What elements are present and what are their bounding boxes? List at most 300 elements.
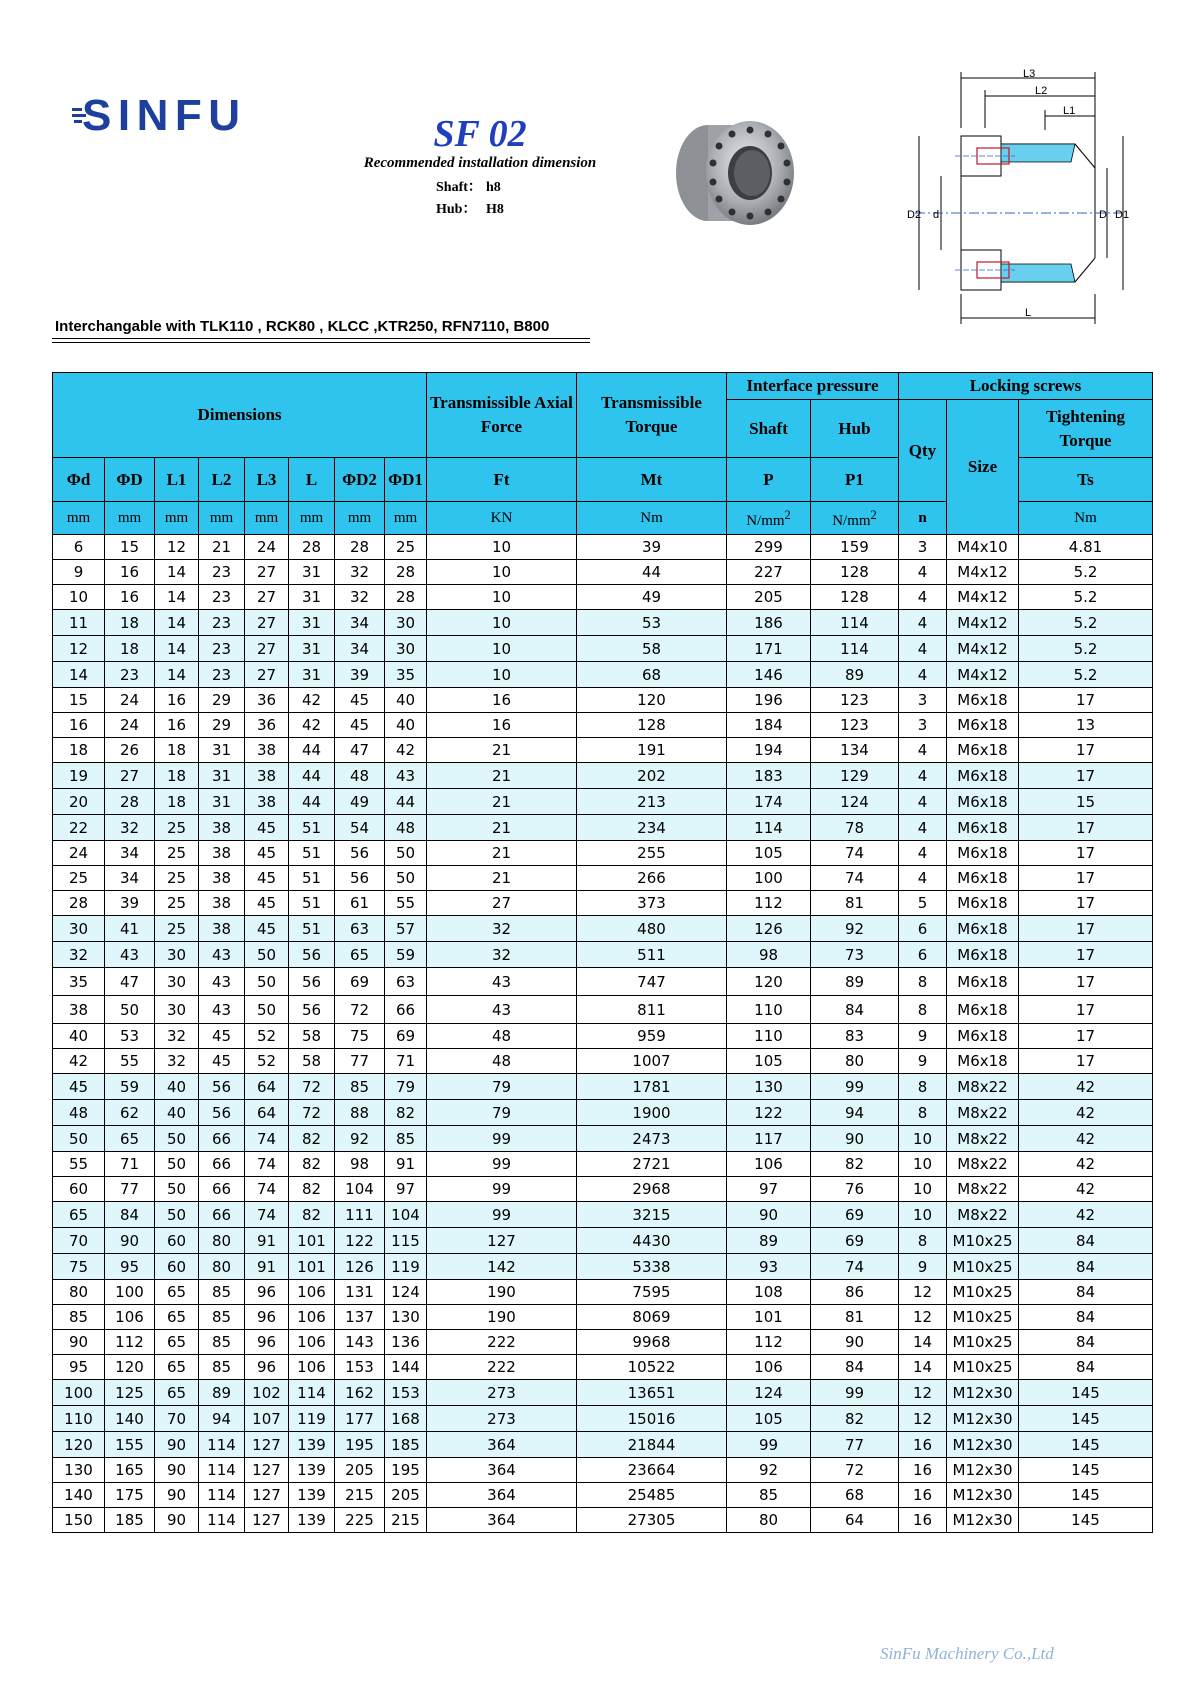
- table-cell: 8069: [577, 1305, 727, 1330]
- table-cell: 25485: [577, 1483, 727, 1508]
- table-cell: 10: [427, 662, 577, 688]
- table-cell: M4x12: [947, 636, 1019, 662]
- table-cell: 99: [427, 1177, 577, 1202]
- table-cell: 205: [385, 1483, 427, 1508]
- table-cell: 79: [385, 1074, 427, 1100]
- unit-big-d: mm: [105, 502, 155, 535]
- unit-l2: mm: [199, 502, 245, 535]
- table-cell: 92: [727, 1458, 811, 1483]
- table-cell: 31: [289, 610, 335, 636]
- table-cell: 17: [1019, 968, 1153, 996]
- table-cell: 194: [727, 738, 811, 763]
- table-cell: 273: [427, 1380, 577, 1406]
- table-cell: M12x30: [947, 1458, 1019, 1483]
- table-cell: 98: [727, 942, 811, 968]
- table-cell: M12x30: [947, 1406, 1019, 1432]
- table-cell: M10x25: [947, 1330, 1019, 1355]
- table-cell: 56: [289, 942, 335, 968]
- table-cell: 5338: [577, 1254, 727, 1280]
- table-cell: 811: [577, 996, 727, 1024]
- table-cell: 40: [385, 713, 427, 738]
- table-cell: 15016: [577, 1406, 727, 1432]
- table-cell: 62: [105, 1100, 155, 1126]
- table-cell: 50: [245, 968, 289, 996]
- table-cell: 40: [155, 1100, 199, 1126]
- table-cell: 42: [1019, 1074, 1153, 1100]
- table-cell: 13: [1019, 713, 1153, 738]
- table-cell: M6x18: [947, 942, 1019, 968]
- table-row: [53, 1254, 1153, 1280]
- label-small-d: d: [933, 209, 940, 221]
- table-cell: 82: [385, 1100, 427, 1126]
- table-cell: 27: [245, 610, 289, 636]
- table-cell: 106: [289, 1280, 335, 1305]
- table-cell: 106: [289, 1355, 335, 1380]
- table-cell: 74: [245, 1126, 289, 1152]
- table-cell: 117: [727, 1126, 811, 1152]
- symbol-big-d: ΦD: [105, 458, 155, 502]
- table-cell: 30: [385, 610, 427, 636]
- table-cell: 48: [53, 1100, 105, 1126]
- table-cell: 99: [427, 1202, 577, 1228]
- table-cell: M6x18: [947, 996, 1019, 1024]
- table-cell: 32: [53, 942, 105, 968]
- table-cell: 49: [335, 789, 385, 815]
- table-cell: 48: [427, 1024, 577, 1049]
- table-cell: 120: [727, 968, 811, 996]
- table-cell: 96: [245, 1330, 289, 1355]
- table-cell: 174: [727, 789, 811, 815]
- table-cell: 31: [199, 789, 245, 815]
- table-cell: 222: [427, 1355, 577, 1380]
- table-cell: 93: [727, 1254, 811, 1280]
- table-row: [53, 1100, 1153, 1126]
- table-cell: 77: [105, 1177, 155, 1202]
- table-cell: 8: [899, 1228, 947, 1254]
- table-cell: 23: [105, 662, 155, 688]
- table-cell: 14: [155, 585, 199, 610]
- table-cell: 4.81: [1019, 535, 1153, 560]
- table-cell: 101: [289, 1228, 335, 1254]
- table-cell: 10: [427, 585, 577, 610]
- table-cell: 94: [811, 1100, 899, 1126]
- table-cell: 92: [335, 1126, 385, 1152]
- table-cell: 79: [427, 1074, 577, 1100]
- table-cell: 85: [199, 1280, 245, 1305]
- table-cell: 12: [899, 1305, 947, 1330]
- table-cell: 51: [289, 841, 335, 866]
- table-cell: 95: [53, 1355, 105, 1380]
- table-cell: 25: [53, 866, 105, 891]
- table-row: [53, 1049, 1153, 1074]
- table-cell: 190: [427, 1280, 577, 1305]
- table-cell: 106: [289, 1305, 335, 1330]
- table-cell: 225: [335, 1508, 385, 1533]
- table-row: [53, 968, 1153, 996]
- table-cell: 364: [427, 1458, 577, 1483]
- table-cell: 123: [811, 688, 899, 713]
- table-cell: 45: [53, 1074, 105, 1100]
- table-cell: 61: [335, 891, 385, 916]
- table-cell: 44: [289, 789, 335, 815]
- table-cell: 29: [199, 688, 245, 713]
- table-row: [53, 1305, 1153, 1330]
- table-cell: 84: [1019, 1254, 1153, 1280]
- table-cell: 191: [577, 738, 727, 763]
- table-cell: 51: [289, 815, 335, 841]
- header-shaft: Shaft: [727, 400, 811, 458]
- table-cell: 52: [245, 1049, 289, 1074]
- table-cell: 145: [1019, 1508, 1153, 1533]
- table-cell: 35: [385, 662, 427, 688]
- table-cell: 85: [53, 1305, 105, 1330]
- table-cell: 139: [289, 1458, 335, 1483]
- table-cell: 120: [577, 688, 727, 713]
- table-cell: 23: [199, 662, 245, 688]
- table-cell: 47: [335, 738, 385, 763]
- table-cell: 45: [245, 815, 289, 841]
- table-cell: 102: [245, 1380, 289, 1406]
- table-cell: 299: [727, 535, 811, 560]
- table-cell: 124: [811, 789, 899, 815]
- table-cell: 16: [899, 1432, 947, 1458]
- table-cell: 104: [385, 1202, 427, 1228]
- table-cell: 112: [105, 1330, 155, 1355]
- table-cell: M6x18: [947, 891, 1019, 916]
- table-cell: 50: [385, 866, 427, 891]
- table-cell: 30: [385, 636, 427, 662]
- table-cell: 65: [155, 1305, 199, 1330]
- table-cell: 97: [727, 1177, 811, 1202]
- table-cell: 56: [199, 1100, 245, 1126]
- symbol-d2: ΦD2: [335, 458, 385, 502]
- table-cell: 16: [105, 585, 155, 610]
- table-cell: 1781: [577, 1074, 727, 1100]
- table-cell: 106: [289, 1330, 335, 1355]
- table-cell: 91: [245, 1228, 289, 1254]
- table-row: [53, 841, 1153, 866]
- table-cell: 25: [155, 841, 199, 866]
- label-big-d: D: [1099, 209, 1107, 221]
- table-row: [53, 1202, 1153, 1228]
- table-cell: 16: [427, 713, 577, 738]
- table-cell: 55: [53, 1152, 105, 1177]
- header-locking-screws: Locking screws: [899, 373, 1153, 400]
- table-cell: 255: [577, 841, 727, 866]
- table-cell: 266: [577, 866, 727, 891]
- table-cell: 9968: [577, 1330, 727, 1355]
- table-cell: 101: [289, 1254, 335, 1280]
- table-cell: 959: [577, 1024, 727, 1049]
- table-cell: 57: [385, 916, 427, 942]
- table-cell: 90: [811, 1330, 899, 1355]
- table-cell: 13651: [577, 1380, 727, 1406]
- table-cell: 73: [811, 942, 899, 968]
- table-cell: 130: [53, 1458, 105, 1483]
- table-cell: 31: [289, 560, 335, 585]
- unit-d2: mm: [335, 502, 385, 535]
- table-cell: 227: [727, 560, 811, 585]
- table-cell: 40: [53, 1024, 105, 1049]
- table-cell: 56: [335, 841, 385, 866]
- table-cell: 25: [385, 535, 427, 560]
- table-cell: 106: [727, 1152, 811, 1177]
- table-cell: 64: [245, 1074, 289, 1100]
- table-cell: 1900: [577, 1100, 727, 1126]
- table-cell: 4: [899, 866, 947, 891]
- table-cell: 32: [105, 815, 155, 841]
- table-cell: 14: [155, 560, 199, 585]
- table-cell: 45: [335, 713, 385, 738]
- table-cell: 50: [155, 1126, 199, 1152]
- table-cell: 69: [811, 1202, 899, 1228]
- table-cell: 38: [245, 738, 289, 763]
- table-cell: 112: [727, 891, 811, 916]
- header-axial-force: Transmissible Axial Force: [427, 373, 577, 458]
- symbol-l2: L2: [199, 458, 245, 502]
- table-row: [53, 916, 1153, 942]
- table-cell: 85: [385, 1126, 427, 1152]
- table-cell: 48: [427, 1049, 577, 1074]
- table-cell: 16: [53, 713, 105, 738]
- table-row: [53, 662, 1153, 688]
- table-cell: M6x18: [947, 815, 1019, 841]
- table-cell: 25: [155, 815, 199, 841]
- table-cell: M4x12: [947, 610, 1019, 636]
- table-cell: 30: [155, 996, 199, 1024]
- table-cell: 139: [289, 1483, 335, 1508]
- table-cell: 10: [427, 535, 577, 560]
- table-cell: 14: [899, 1330, 947, 1355]
- table-cell: 196: [727, 688, 811, 713]
- table-cell: 131: [335, 1280, 385, 1305]
- header-dimensions: Dimensions: [53, 373, 427, 458]
- table-cell: 155: [105, 1432, 155, 1458]
- table-cell: 42: [1019, 1152, 1153, 1177]
- table-cell: M4x12: [947, 585, 1019, 610]
- interchangable-note: Interchangable with TLK110 , RCK80 , KLCC ,KTR250, RFN7110, B800: [55, 318, 550, 335]
- table-cell: 39: [105, 891, 155, 916]
- table-cell: 10: [427, 560, 577, 585]
- table-cell: 80: [53, 1280, 105, 1305]
- table-cell: 42: [53, 1049, 105, 1074]
- table-row: [53, 891, 1153, 916]
- table-cell: 24: [245, 535, 289, 560]
- table-cell: 74: [245, 1177, 289, 1202]
- table-cell: 84: [1019, 1228, 1153, 1254]
- table-row: [53, 636, 1153, 662]
- table-cell: 96: [245, 1355, 289, 1380]
- table-cell: 127: [427, 1228, 577, 1254]
- table-cell: 42: [385, 738, 427, 763]
- table-cell: 15: [53, 688, 105, 713]
- table-row: [53, 535, 1153, 560]
- table-row: [53, 815, 1153, 841]
- table-cell: 190: [427, 1305, 577, 1330]
- table-cell: 17: [1019, 738, 1153, 763]
- subtitle: Recommended installation dimension: [363, 155, 597, 171]
- table-cell: 183: [727, 763, 811, 789]
- table-cell: 17: [1019, 763, 1153, 789]
- table-cell: 17: [1019, 891, 1153, 916]
- table-cell: 32: [427, 916, 577, 942]
- table-cell: 100: [105, 1280, 155, 1305]
- table-cell: 21844: [577, 1432, 727, 1458]
- table-cell: 26: [105, 738, 155, 763]
- table-cell: 42: [1019, 1100, 1153, 1126]
- table-cell: M6x18: [947, 789, 1019, 815]
- company-name: SinFu Machinery Co.,Ltd: [880, 1644, 1054, 1663]
- table-cell: 23664: [577, 1458, 727, 1483]
- table-cell: 45: [245, 916, 289, 942]
- table-cell: 74: [811, 1254, 899, 1280]
- header-torque: Transmissible Torque: [577, 373, 727, 458]
- table-cell: 23: [199, 636, 245, 662]
- table-cell: 99: [427, 1152, 577, 1177]
- table-row: [53, 1177, 1153, 1202]
- table-cell: 3: [899, 713, 947, 738]
- table-row: [53, 1458, 1153, 1483]
- table-cell: M6x18: [947, 688, 1019, 713]
- table-cell: 10: [899, 1177, 947, 1202]
- table-cell: 60: [155, 1228, 199, 1254]
- table-cell: 12: [899, 1380, 947, 1406]
- product-image: [668, 118, 803, 228]
- table-cell: 28: [335, 535, 385, 560]
- table-cell: M6x18: [947, 713, 1019, 738]
- table-cell: 5.2: [1019, 560, 1153, 585]
- table-cell: 124: [727, 1380, 811, 1406]
- table-cell: M8x22: [947, 1202, 1019, 1228]
- table-cell: 80: [727, 1508, 811, 1533]
- table-cell: 50: [53, 1126, 105, 1152]
- table-cell: 50: [385, 841, 427, 866]
- table-cell: 43: [385, 763, 427, 789]
- table-cell: 21: [427, 841, 577, 866]
- table-cell: 56: [289, 996, 335, 1024]
- table-cell: M6x18: [947, 841, 1019, 866]
- table-cell: 18: [105, 610, 155, 636]
- table-cell: 72: [335, 996, 385, 1024]
- table-cell: 69: [385, 1024, 427, 1049]
- table-cell: 71: [105, 1152, 155, 1177]
- table-cell: 74: [811, 866, 899, 891]
- table-cell: 114: [199, 1508, 245, 1533]
- table-cell: 18: [155, 738, 199, 763]
- table-cell: 77: [811, 1432, 899, 1458]
- table-cell: 747: [577, 968, 727, 996]
- logo-text: SINFU: [82, 91, 242, 136]
- table-cell: 159: [811, 535, 899, 560]
- table-cell: M10x25: [947, 1355, 1019, 1380]
- table-cell: 16: [155, 713, 199, 738]
- table-cell: 82: [289, 1177, 335, 1202]
- table-cell: 47: [105, 968, 155, 996]
- table-cell: 79: [427, 1100, 577, 1126]
- table-cell: 18: [155, 763, 199, 789]
- unit-p1: $N/mm^2$: [811, 502, 899, 535]
- table-cell: 6: [899, 916, 947, 942]
- table-cell: 69: [811, 1228, 899, 1254]
- table-cell: 184: [727, 713, 811, 738]
- table-cell: M4x12: [947, 560, 1019, 585]
- table-cell: 51: [289, 866, 335, 891]
- table-cell: 175: [105, 1483, 155, 1508]
- table-cell: 4430: [577, 1228, 727, 1254]
- unit-l3: mm: [245, 502, 289, 535]
- table-cell: 145: [1019, 1380, 1153, 1406]
- table-row: [53, 1228, 1153, 1254]
- table-cell: 10: [899, 1126, 947, 1152]
- table-cell: 36: [245, 688, 289, 713]
- table-cell: 10: [899, 1202, 947, 1228]
- table-cell: M6x18: [947, 738, 1019, 763]
- table-cell: 140: [105, 1406, 155, 1432]
- table-cell: 30: [155, 942, 199, 968]
- table-cell: 84: [1019, 1355, 1153, 1380]
- table-cell: 3: [899, 688, 947, 713]
- label-d2: D2: [907, 209, 922, 221]
- table-cell: 63: [335, 916, 385, 942]
- table-cell: M6x18: [947, 916, 1019, 942]
- page-title: SF 02: [433, 113, 527, 155]
- table-cell: 74: [245, 1152, 289, 1177]
- table-cell: 38: [199, 841, 245, 866]
- table-cell: 45: [199, 1024, 245, 1049]
- hub-tolerance: [436, 198, 504, 218]
- table-cell: 18: [105, 636, 155, 662]
- table-cell: 126: [727, 916, 811, 942]
- table-cell: 66: [199, 1177, 245, 1202]
- table-cell: 6: [53, 535, 105, 560]
- table-cell: 64: [811, 1508, 899, 1533]
- table-row: [53, 738, 1153, 763]
- table-cell: M8x22: [947, 1074, 1019, 1100]
- table-cell: 23: [199, 560, 245, 585]
- table-cell: 82: [289, 1202, 335, 1228]
- table-cell: 56: [335, 866, 385, 891]
- table-cell: M8x22: [947, 1100, 1019, 1126]
- table-cell: 84: [1019, 1280, 1153, 1305]
- table-cell: 48: [335, 763, 385, 789]
- table-cell: 127: [245, 1508, 289, 1533]
- symbol-p: P: [727, 458, 811, 502]
- table-cell: 27: [245, 560, 289, 585]
- table-cell: 58: [577, 636, 727, 662]
- table-cell: 42: [289, 713, 335, 738]
- table-row: [53, 1126, 1153, 1152]
- table-cell: 43: [199, 942, 245, 968]
- sinfu-logo: [72, 88, 252, 136]
- table-cell: 119: [385, 1254, 427, 1280]
- table-cell: 145: [1019, 1483, 1153, 1508]
- table-cell: 23: [199, 610, 245, 636]
- table-cell: 127: [245, 1458, 289, 1483]
- table-cell: 215: [385, 1508, 427, 1533]
- table-cell: 9: [899, 1049, 947, 1074]
- table-cell: 99: [811, 1074, 899, 1100]
- table-cell: 24: [105, 713, 155, 738]
- table-cell: 50: [245, 996, 289, 1024]
- unit-ts: Nm: [1019, 502, 1153, 535]
- table-cell: 90: [727, 1202, 811, 1228]
- table-cell: 7595: [577, 1280, 727, 1305]
- header-interface-pressure: Interface pressure: [727, 373, 899, 400]
- table-cell: 89: [811, 968, 899, 996]
- table-cell: 78: [811, 815, 899, 841]
- table-cell: 112: [727, 1330, 811, 1355]
- table-cell: 234: [577, 815, 727, 841]
